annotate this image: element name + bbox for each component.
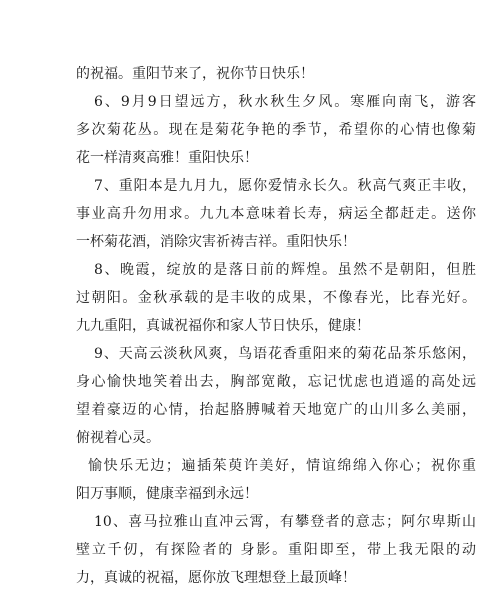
text-line: 8、晚霞，绽放的是落日前的辉煌。虽然不是朝阳，但胜: [94, 262, 476, 278]
text-line: 多次菊花丛。现在是菊花争艳的季节，希望你的心情也像菊: [76, 122, 476, 138]
text-line: 力，真诚的祝福，愿你放飞理想登上最顶峰！: [76, 570, 356, 586]
text-line: 阳万事顺，健康幸福到永远！: [76, 486, 258, 502]
text-line: 7、重阳本是九月九，愿你爱情永长久。秋高气爽正丰收，: [94, 178, 476, 194]
text-line: 身心愉快地笑着出去，胸部宽敞，忘记忧虑也逍遥的高处远: [76, 374, 476, 390]
text-line: 事业高升勿用求。九九本意味着长寿，病运全都赶走。送你: [76, 206, 476, 222]
text-line: 九九重阳，真诚祝福你和家人节日快乐，健康！: [76, 318, 370, 334]
text-line: 9、天高云淡秋风爽，鸟语花香重阳来的菊花品茶乐悠闲，: [94, 346, 476, 362]
text-line: 一杯菊花酒，消除灾害祈祷吉祥。重阳快乐！: [76, 234, 356, 250]
text-line: 俯视着心灵。: [76, 430, 160, 446]
text-line: 的祝福。重阳节来了，祝你节日快乐！: [76, 66, 314, 82]
text-line: 花一样清爽高雅！重阳快乐！: [76, 150, 258, 166]
text-line: 壁立千仞，有探险者的 身影。重阳即至，带上我无限的动: [76, 542, 476, 558]
text-line: 愉快乐无边；遍插茱萸许美好，情谊绵绵入你心；祝你重: [88, 458, 476, 474]
text-line: 望着豪迈的心情，抬起胳膊喊着天地宽广的山川多么美丽，: [76, 402, 476, 418]
text-line: 6、9月9日望远方，秋水秋生夕风。寒雁向南飞，游客: [94, 94, 476, 110]
text-line: 过朝阳。金秋承载的是丰收的成果，不像春光，比春光好。: [76, 290, 476, 306]
text-line: 10、喜马拉雅山直冲云霄，有攀登者的意志；阿尔卑斯山: [94, 514, 476, 530]
